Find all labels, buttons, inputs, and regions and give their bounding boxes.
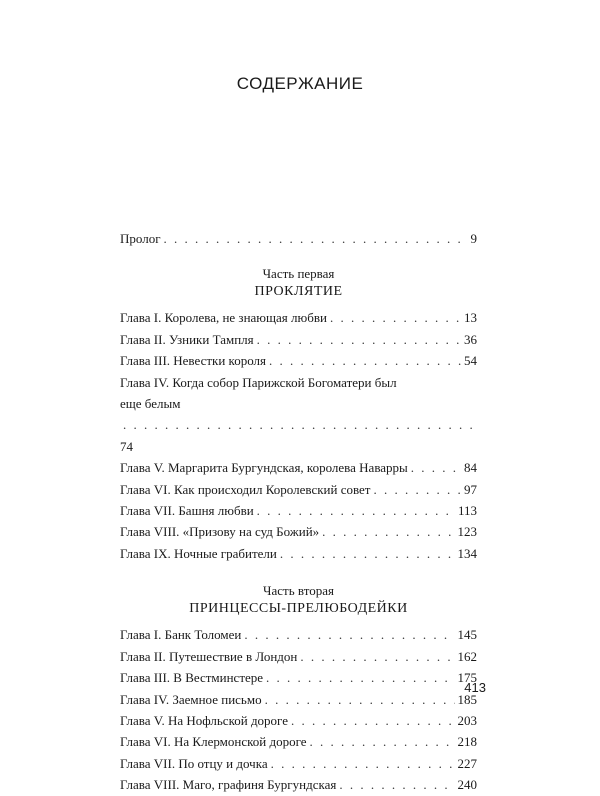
toc-leader-dots [265, 689, 455, 710]
toc-leader-dots [244, 624, 454, 645]
toc-entry-title: Глава I. Банк Толомеи [120, 627, 242, 643]
toc-entry-page: 162 [457, 648, 477, 664]
part-one-title: ПРОКЛЯТИЕ [254, 284, 343, 300]
toc-entry[interactable] [120, 479, 477, 500]
table-of-contents [120, 228, 477, 796]
toc-leader-dots [322, 521, 454, 542]
toc-leader-dots [339, 774, 454, 795]
toc-leader-dots [280, 543, 455, 564]
part-one-heading [120, 265, 477, 301]
toc-entry-page: 9 [470, 231, 477, 246]
toc-leader-dots [257, 500, 455, 521]
part-two-heading [120, 582, 477, 618]
toc-entry-page: 13 [464, 310, 477, 326]
toc-entry-title: Глава IX. Ночные грабители [120, 545, 277, 561]
toc-entry[interactable] [120, 500, 477, 521]
toc-entry-title: Пролог [120, 231, 161, 246]
toc-entry-title: Глава II. Узники Тампля [120, 331, 254, 347]
part-one-label: Часть первая [262, 266, 335, 282]
toc-entry-title: Глава III. В Вестминстере [120, 670, 264, 686]
toc-entry-page: 145 [457, 627, 477, 643]
toc-entry-title: Глава VI. На Клермонской дороге [120, 734, 307, 750]
toc-entry-page: 113 [457, 503, 477, 519]
toc-leader-dots [291, 710, 455, 731]
toc-entry[interactable] [120, 667, 477, 688]
toc-entry-title: Глава V. Маргарита Бургундская, королева Наварры [120, 460, 408, 476]
toc-entry-title: Глава VIII. Маго, графиня Бургундская [120, 777, 337, 793]
toc-entry-title: Глава VIII. «Призову на суд Божий» [120, 524, 320, 540]
toc-entry-page: 175 [457, 670, 477, 686]
part-two-title: ПРИНЦЕССЫ-ПРЕЛЮБОДЕЙКИ [189, 601, 408, 617]
toc-entry-page: 54 [464, 353, 477, 369]
toc-entry-page: 185 [457, 691, 477, 707]
toc-leader-dots [374, 479, 462, 500]
toc-entry-page: 74 [120, 438, 133, 454]
toc-entry-title: Глава VII. Башня любви [120, 503, 254, 519]
toc-entry[interactable] [120, 710, 477, 731]
toc-entry-title: Глава VII. По отцу и дочка [120, 755, 268, 771]
toc-entry[interactable] [120, 329, 477, 350]
toc-entry[interactable] [120, 307, 477, 328]
toc-entry[interactable] [120, 624, 477, 645]
toc-entry-title: еще белым [120, 396, 181, 412]
toc-entry-page: 240 [457, 777, 477, 793]
toc-entry-title: Глава V. На Нофльской дороге [120, 712, 288, 728]
toc-entry-title: Глава II. Путешествие в Лондон [120, 648, 298, 664]
part-two-label: Часть вторая [263, 583, 334, 599]
toc-leader-dots [266, 667, 454, 688]
toc-entry[interactable] [120, 457, 477, 478]
toc-entry[interactable] [120, 521, 477, 542]
toc-entry[interactable] [120, 372, 477, 458]
toc-entry-page: 218 [457, 734, 477, 750]
toc-entry-page: 84 [464, 460, 477, 476]
toc-leader-dots [271, 753, 455, 774]
toc-entry-prologue[interactable] [120, 228, 477, 249]
toc-leader-dots [257, 329, 461, 350]
toc-entry-title: Глава III. Невестки короля [120, 353, 267, 369]
page-number: 413 [464, 680, 486, 695]
toc-leader-dots [411, 457, 461, 478]
page-title: СОДЕРЖАНИЕ [236, 74, 364, 93]
toc-entry-page: 123 [457, 524, 477, 540]
toc-entry-title: Глава IV. Заемное письмо [120, 691, 262, 707]
toc-entry-title-line: Глава IV. Когда собор Парижской Богоматери был [120, 374, 397, 390]
toc-entry[interactable] [120, 753, 477, 774]
toc-entry[interactable] [120, 543, 477, 564]
toc-entry-page: 203 [457, 712, 477, 728]
toc-entry[interactable] [120, 774, 477, 795]
toc-entry-page: 97 [464, 481, 477, 497]
toc-entry-page: 227 [457, 755, 477, 771]
toc-entry-page: 36 [464, 331, 477, 347]
toc-leader-dots [269, 350, 461, 371]
toc-entry-title: Глава I. Королева, не знающая любви [120, 310, 327, 326]
toc-entry-title: Глава VI. Как происходил Королевский совет [120, 481, 371, 497]
toc-leader-dots [330, 307, 461, 328]
toc-leader-dots [123, 414, 474, 435]
toc-leader-dots [164, 228, 468, 249]
toc-entry[interactable] [120, 689, 477, 710]
toc-entry[interactable] [120, 646, 477, 667]
toc-entry-page: 134 [457, 545, 477, 561]
toc-leader-dots [300, 646, 454, 667]
toc-entry[interactable] [120, 350, 477, 371]
